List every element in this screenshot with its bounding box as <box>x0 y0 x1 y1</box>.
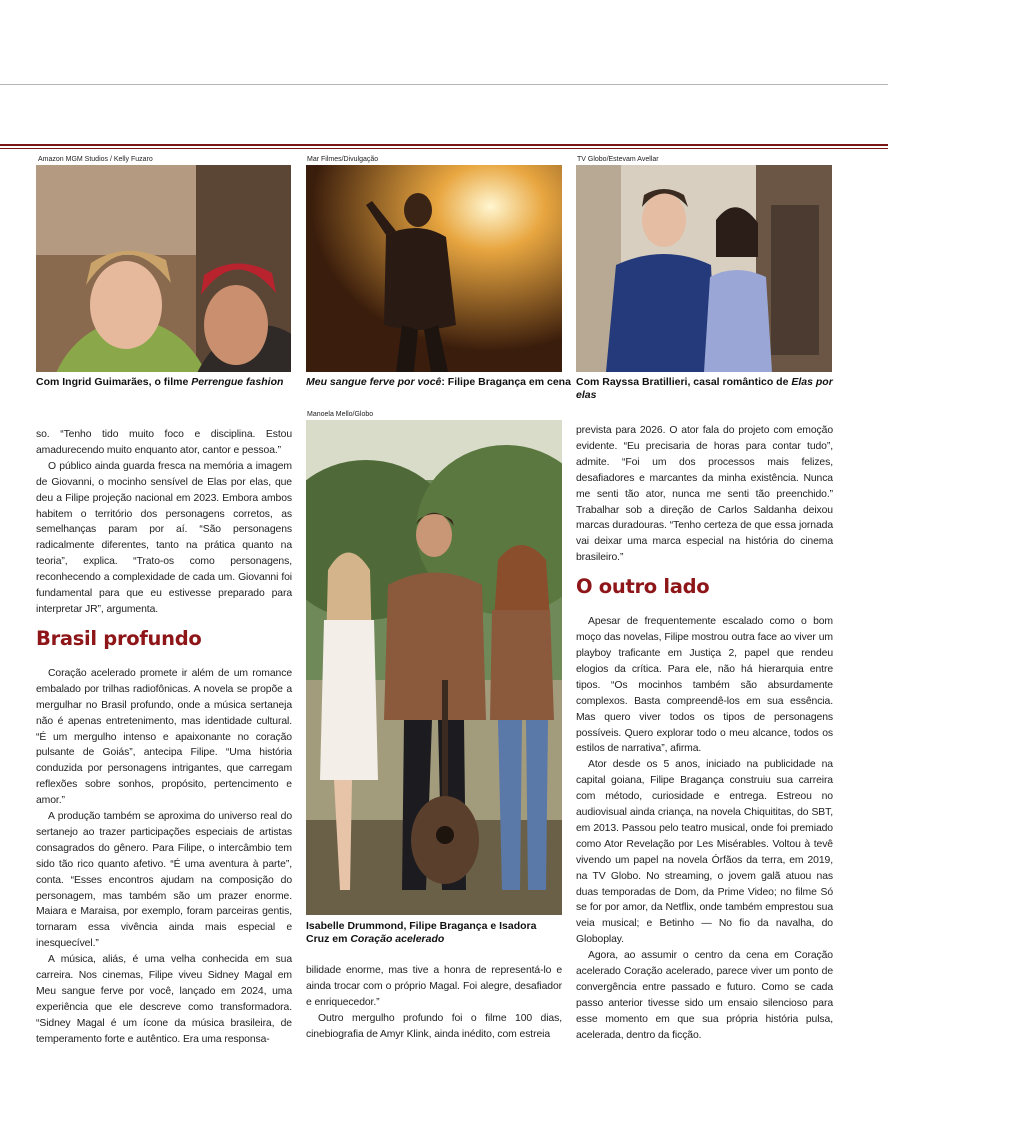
section-heading: Brasil profundo <box>36 626 202 650</box>
photo-credit: Amazon MGM Studios / Kelly Fuzaro <box>38 156 153 163</box>
paragraph: prevista para 2026. O ator fala do projeto com emoção evidente. “Eu precisaria de horas para contar tudo”, admite. “Foi um dos processos mais felizes, desafiadores e marcantes da minha existência. Nunca me senti tão ator, nunca me senti tão preenchido.” Trabalhar sob a direção de Carlos Saldanha deixou marcas duradouras. “Tenho certeza de que essa jornada vai deixar uma marca especial na história do cinema brasileiro.” <box>576 425 833 564</box>
top-rule <box>0 84 888 85</box>
photo-credit: Mar Filmes/Divulgação <box>307 156 379 163</box>
photo-elas-por-elas <box>576 165 832 372</box>
article-column-2 <box>306 963 562 1043</box>
section-rule-thin <box>0 148 888 149</box>
photo-credit: Manoela Mello/Globo <box>307 411 374 418</box>
photo-caption: Com Ingrid Guimarães, o filme Perrengue fashion <box>36 376 284 388</box>
paragraph: Ator desde os 5 anos, iniciado na publicidade na capital goiana, Filipe Bragança construiu sua carreira com método, curiosidade e entrega. Estreou no audiovisual ainda criança, na novela Chiquititas, do SBT, em 2013. Passou pelo teatro musical, onde foi premiado como Ator Revelação por Les Misérables. Voltou à tevê vivendo um papel na novela Órfãos da terra, em 2019, na TV Globo. No streaming, o jovem galã atuou nas duas temporadas de Dom, da Prime Video; no filme Só se for por amor, da Netflix, onde também emprestou sua veia musical; e Betinho — No fio da navalha, do Globoplay. <box>576 759 833 946</box>
paragraph: Agora, ao assumir o centro da cena em Coração acelerado Coração acelerado, parece viver um ponto de convergência entre passado e futuro. Como se cada passo anterior tivesse sido um ensaio silencioso para esse momento em que sua própria história pulsa, acelerada, dentro da ficção. <box>576 950 833 1041</box>
paragraph: so. “Tenho tido muito foco e disciplina. Estou amadurecendo muito enquanto ator, cantor e pessoa.” <box>36 429 292 456</box>
section-heading: O outro lado <box>576 575 710 599</box>
section-rule <box>0 144 888 146</box>
paragraph: Outro mergulho profundo foi o filme 100 dias, cinebiografia de Amyr Klink, ainda inédito, com estreia <box>306 1012 562 1040</box>
photo-caption: Meu sangue ferve por você: Filipe Bragança em cena <box>306 376 571 388</box>
photo-coracao-acelerado <box>306 420 562 915</box>
photo-meu-sangue-ferve <box>306 165 562 372</box>
paragraph: Coração acelerado promete ir além de um romance embalado por trilhas radiofônicas. A novela se propõe a mergulhar no Brasil profundo, onde a música sertaneja não é apenas entretenimento, mas identidade cultural. “É um mergulho intenso e apaixonante no coração pulsante de Goiás”, antecipa Filipe. “Uma história conduzida por personagens intrigantes, que carregam reflexões sobre sonhos, propósito, pertencimento e amor.” <box>36 667 292 807</box>
paragraph: O público ainda guarda fresca na memória a imagem de Giovanni, o mocinho sensível de Elas por elas, que deu a Filipe projeção nacional em 2023. Embora ambos habitem o território dos personagens corretos, as semelhanças param por aí. “São personagens radicalmente diferentes, tanto na prática quanto na teoria”, explica. “Trato-os como personagens, reconhecendo a complexidade de cada um. Giovanni foi fundamental para que eu estivesse preparado para interpretar JR”, argumenta. <box>36 460 292 615</box>
photo-credit: TV Globo/Estevam Avellar <box>577 156 659 163</box>
article-column-1 <box>36 427 292 1048</box>
photo-caption: Com Rayssa Bratillieri, casal romântico de Elas por elas <box>576 376 833 401</box>
paragraph: A produção também se aproxima do universo real do sertanejo ao trazer participações especiais de artistas consagrados do gênero. Para Filipe, o intercâmbio tem sido tão rico quanto afetivo. “É uma aventura à parte”, conta. “Esses encontros ajudam na composição do personagem, mas também são um prazer enorme. Maiara e Maraisa, por exemplo, foram parceiras gentis, tornaram essa vivência ainda mais especial e inesquecível.” <box>36 811 292 950</box>
photo-perrengue-fashion <box>36 165 291 372</box>
paragraph: bilidade enorme, mas tive a honra de representá-lo e ainda trocar com o próprio Magal. Foi alegre, desafiador e enriquecedor.” <box>306 965 562 1008</box>
photo-caption: Isabelle Drummond, Filipe Bragança e Isadora Cruz em Coração acelerado <box>306 920 537 945</box>
paragraph: Apesar de frequentemente escalado como o bom moço das novelas, Filipe mostrou outra face ao viver um playboy traficante em Justiça 2, papel que rendeu elogios da crítica. Para ele, não há hierarquia entre tipos. “Os mocinhos também são absurdamente complexos. Basta compreendê-los em sua essência. Mas quero viver todos os tipos de personagens possíveis. Quero explorar todo o meu alcance, todos os estilos de narrativa”, afirma. <box>576 616 833 755</box>
paragraph: A música, aliás, é uma velha conhecida em sua carreira. Nos cinemas, Filipe viveu Sidney Magal em Meu sangue ferve por você, lançado em 2024, uma experiência que ele descreve como transformadora. “Sidney Magal é um ícone da música brasileira, de temperamento forte e autêntico. Era uma responsa- <box>36 954 292 1045</box>
article-column-3 <box>576 423 833 1044</box>
